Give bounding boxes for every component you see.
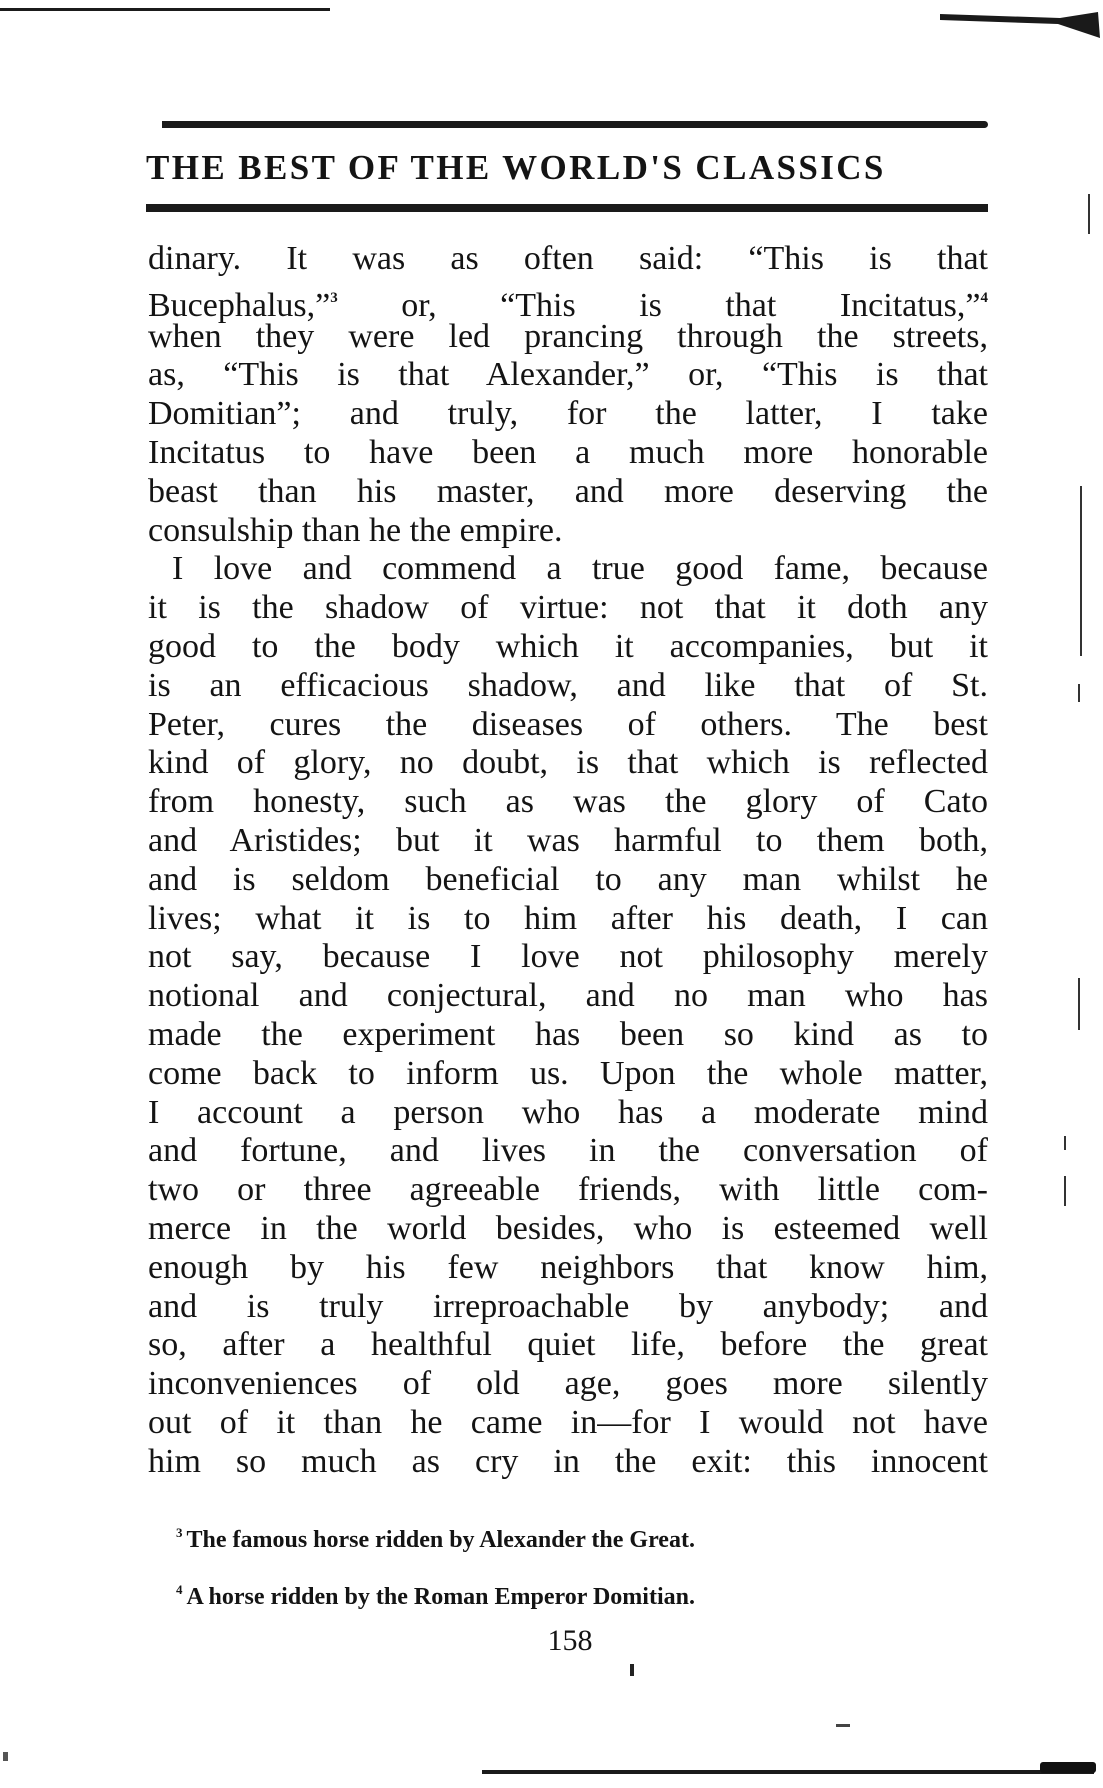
margin-mark xyxy=(1064,1136,1066,1150)
footnote-marker: 3 xyxy=(330,289,338,306)
text-line: made the experiment has been so kind as to xyxy=(148,1015,988,1053)
text-line: I love and commend a true good fame, because xyxy=(172,550,988,588)
text-line: him so much as cry in the exit: this innocent xyxy=(148,1442,988,1480)
text-line: Peter, cures the diseases of others. The best xyxy=(148,705,988,743)
text-line: not say, because I love not philosophy merely xyxy=(148,938,988,976)
text-line: out of it than he came in—for I would not have xyxy=(148,1403,988,1441)
ink-speck xyxy=(3,1752,8,1761)
text-line: dinary. It was as often said: “This is that xyxy=(148,240,988,277)
margin-mark xyxy=(1078,978,1080,1030)
ink-tick xyxy=(630,1664,634,1676)
corner-ink-mark xyxy=(940,8,1100,38)
bottom-rule xyxy=(482,1770,1094,1774)
text-line: and is seldom beneficial to any man whilst he xyxy=(148,860,988,898)
text-line: and fortune, and lives in the conversation of xyxy=(148,1132,988,1170)
text-line: and Aristides; but it was harmful to them both, xyxy=(148,821,988,859)
header-rule-bottom xyxy=(146,204,988,212)
text-line: Bucephalus,”$^3$ or, “This is that Incitatus,”$^4$ xyxy=(148,286,988,324)
margin-mark xyxy=(1080,486,1082,656)
text-line: two or three agreeable friends, with little com- xyxy=(148,1171,988,1209)
footnote-text: A horse ridden by the Roman Emperor Domitian. xyxy=(186,1584,695,1610)
text-line: kind of glory, no doubt, is that which is reflected xyxy=(148,744,988,782)
body-text xyxy=(148,240,988,1482)
text-line: notional and conjectural, and no man who has xyxy=(148,977,988,1015)
text-line: inconveniences of old age, goes more silently xyxy=(148,1365,988,1403)
text-line: is an efficacious shadow, and like that of St. xyxy=(148,666,988,704)
text-line: so, after a healthful quiet life, before the great xyxy=(148,1326,988,1364)
footnote-marker: 4 xyxy=(176,1582,183,1597)
margin-mark xyxy=(1078,684,1080,702)
footnote-marker: 3 xyxy=(176,1525,183,1540)
text-line: good to the body which it accompanies, but it xyxy=(148,627,988,665)
text-line: as, “This is that Alexander,” or, “This is that xyxy=(148,356,988,394)
text-line: Domitian”; and truly, for the latter, I take xyxy=(148,395,988,433)
footnote xyxy=(176,1508,976,1565)
text-line: when they were led prancing through the streets, xyxy=(148,317,988,355)
footnote-text: The famous horse ridden by Alexander the Great. xyxy=(186,1527,695,1553)
footnote-marker: 4 xyxy=(980,289,988,306)
text-line: from honesty, such as was the glory of Cato xyxy=(148,783,988,821)
text-line: merce in the world besides, who is esteemed well xyxy=(148,1209,988,1247)
margin-mark xyxy=(1064,1176,1066,1206)
text-line: beast than his master, and more deserving the xyxy=(148,472,988,510)
text-line: it is the shadow of virtue: not that it doth any xyxy=(148,589,988,627)
header-rule-top xyxy=(162,121,988,128)
footnotes xyxy=(176,1508,976,1622)
page-number: 158 xyxy=(547,1624,593,1657)
ink-dash xyxy=(836,1724,850,1727)
text-line: enough by his few neighbors that know him, xyxy=(148,1248,988,1286)
text-line: Incitatus to have been a much more honorable xyxy=(148,433,988,471)
text-line: consulship than he the empire. xyxy=(148,511,563,549)
margin-mark xyxy=(1088,194,1090,234)
text-line: lives; what it is to him after his death, I can xyxy=(148,899,988,937)
text-line: and is truly irreproachable by anybody; and xyxy=(148,1287,988,1325)
ink-blot xyxy=(1040,1762,1096,1773)
running-head: THE BEST OF THE WORLD'S CLASSICS xyxy=(146,148,886,187)
footnote xyxy=(176,1565,976,1622)
top-edge-rule xyxy=(0,8,330,11)
text-line: come back to inform us. Upon the whole matter, xyxy=(148,1054,988,1092)
text-line: I account a person who has a moderate mind xyxy=(148,1093,988,1131)
